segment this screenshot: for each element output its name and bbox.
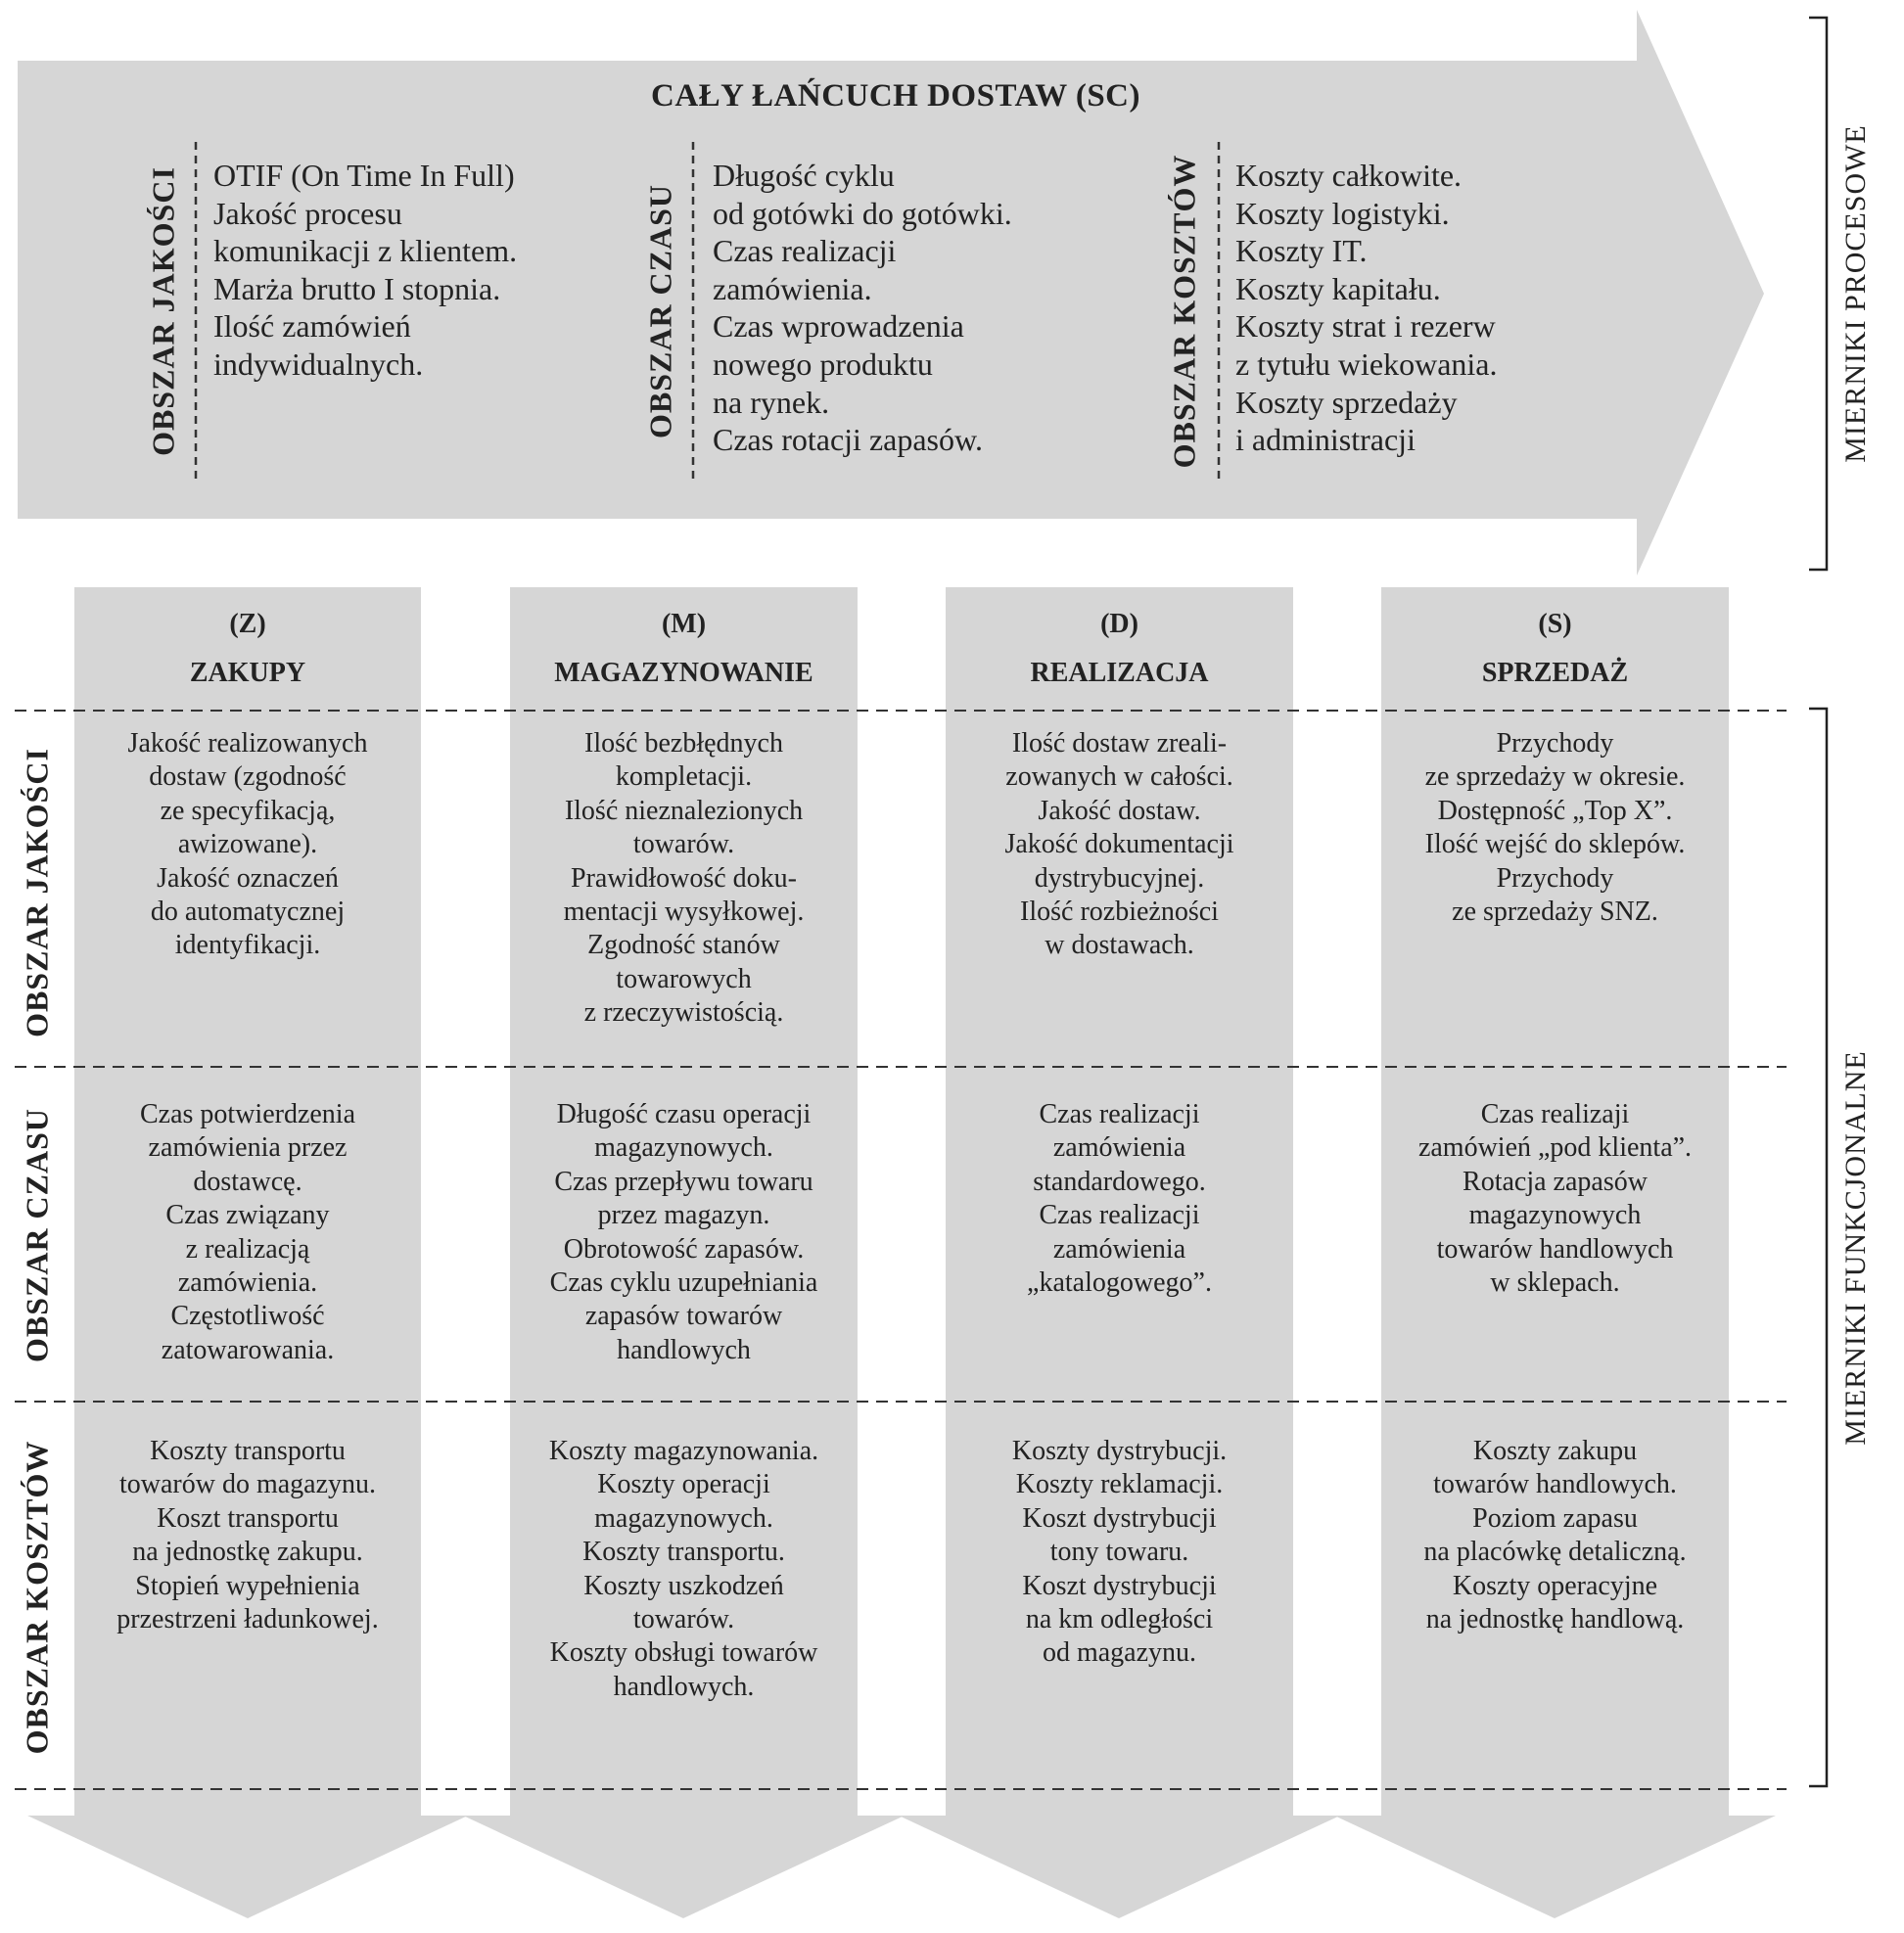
sc-quality-metrics [213, 157, 517, 384]
column-name: ZAKUPY [189, 658, 306, 688]
cell-line: Koszt dystrybucji [1022, 1502, 1217, 1534]
sc-cost-line: Koszty IT. [1235, 233, 1368, 269]
sc-cost-line: Koszty sprzedaży [1235, 384, 1458, 420]
column-code: (M) [661, 609, 707, 639]
column-header-sprzedaz [1381, 609, 1729, 689]
cell-line: Koszt dystrybucji [1022, 1570, 1217, 1601]
sc-quality-line: Jakość procesu [213, 195, 402, 231]
cell-line: dystrybucyjnej. [1034, 862, 1205, 894]
cell-line: Koszty operacji [597, 1469, 770, 1500]
cell-line: Czas związany [165, 1200, 330, 1231]
cell-line: zamówienia [1052, 1132, 1186, 1164]
cell-line: Ilość rozbieżności [1020, 897, 1219, 928]
column-name: SPRZEDAŻ [1481, 658, 1629, 688]
cell-line: Ilość wejść do sklepów. [1424, 829, 1686, 860]
sc-time-line: Długość cyklu [713, 158, 895, 193]
sc-time-line: Czas realizacji [713, 233, 897, 269]
cell-line: Przychody [1496, 728, 1614, 759]
cell-line: Czas potwierdzenia [139, 1099, 356, 1129]
column-code: (Z) [229, 609, 266, 639]
column-code: (S) [1538, 609, 1572, 639]
cell-line: Czas realizacji [1039, 1200, 1200, 1231]
sc-time-line: nowego produktu [713, 345, 933, 382]
cell-zakupy-time [74, 1098, 421, 1367]
cell-line: dostaw (zgodność [149, 761, 347, 793]
cell-line: ze sprzedaży SNZ. [1452, 897, 1658, 928]
cell-line: na km odległości [1025, 1604, 1214, 1635]
sc-cost-line: i administracji [1235, 422, 1416, 458]
cell-line: Ilość bezbłędnych [584, 728, 783, 759]
cell-line: mentacji wysyłkowej. [563, 897, 805, 928]
cell-line: magazynowych. [594, 1502, 773, 1534]
cell-line: Rotacja zapasów [1463, 1166, 1648, 1197]
column-header-zakupy [74, 609, 421, 689]
sc-time-line: na rynek. [713, 384, 830, 420]
cell-line: Koszty transportu [150, 1436, 346, 1466]
cell-line: towarów handlowych. [1433, 1469, 1677, 1500]
cell-magazynowanie-cost [510, 1435, 858, 1704]
sc-quality-line: komunikacji z klientem. [213, 233, 518, 269]
sc-time-line: Czas rotacji zapasów. [713, 422, 984, 458]
cell-line: zamówienia. [177, 1267, 318, 1299]
sc-cost-line: Koszty logistyki. [1235, 195, 1450, 231]
sc-quality-line: OTIF (On Time In Full) [213, 158, 515, 193]
cell-line: Dostępność „Top X”. [1437, 795, 1673, 826]
cell-line: Prawidłowość doku- [571, 862, 797, 894]
column-name: MAGAZYNOWANIE [554, 658, 813, 688]
sc-time-line: zamówienia. [713, 270, 872, 306]
cell-line: zapasów towarów [584, 1301, 783, 1332]
cell-line: towarowych [616, 963, 752, 994]
cell-line: do automatycznej [150, 897, 346, 928]
cell-line: Koszty operacyjne [1452, 1570, 1658, 1601]
cell-line: magazynowych. [594, 1132, 773, 1164]
sc-area-label-time: OBSZAR CZASU [642, 183, 678, 439]
cell-line: handlowych. [613, 1671, 755, 1702]
sc-quality-line: Ilość zamówień [213, 308, 411, 345]
column-header-realizacja [946, 609, 1293, 689]
side-label-functional-metrics: MIERNIKI FUNKCJONALNE [1839, 1050, 1872, 1446]
cell-line: w dostawach. [1045, 930, 1194, 961]
cell-line: Koszt transportu [157, 1502, 339, 1534]
supply-chain-title: CAŁY ŁAŃCUCH DOSTAW (SC) [650, 78, 1141, 114]
cell-line: na jednostkę zakupu. [132, 1537, 363, 1568]
cell-line: Koszty magazynowania. [548, 1436, 819, 1466]
cell-line: Stopień wypełnienia [135, 1570, 360, 1601]
sc-time-metrics [713, 157, 1012, 459]
cell-line: z realizacją [185, 1233, 310, 1265]
column-header-magazynowanie [510, 609, 858, 689]
cell-line: handlowych [617, 1334, 751, 1365]
cell-line: Koszty reklamacji. [1015, 1469, 1224, 1500]
cell-line: towarów. [632, 1604, 735, 1635]
cell-line: od magazynu. [1042, 1637, 1197, 1669]
cell-line: Koszty transportu. [582, 1537, 785, 1568]
cell-realizacja-cost [946, 1435, 1293, 1671]
cell-line: zatowarowania. [161, 1334, 335, 1365]
sc-cost-line: Koszty strat i rezerw [1235, 308, 1496, 345]
cell-line: Czas realizacji [1039, 1099, 1200, 1129]
cell-line: Czas przepływu towaru [554, 1166, 813, 1197]
cell-line: Poziom zapasu [1472, 1502, 1638, 1534]
sc-quality-line: Marża brutto I stopnia. [213, 270, 501, 306]
sc-cost-line: Koszty całkowite. [1235, 158, 1463, 193]
column-name: REALIZACJA [1030, 658, 1209, 688]
cell-line: Długość czasu operacji [556, 1099, 812, 1129]
cell-line: magazynowych [1468, 1200, 1642, 1231]
cell-line: zamówienia [1052, 1233, 1186, 1265]
cell-line: Koszty uszkodzeń [583, 1570, 784, 1601]
sc-cost-metrics [1235, 157, 1497, 459]
cell-line: w sklepach. [1490, 1267, 1620, 1299]
bracket-functional [1809, 709, 1827, 1786]
cell-line: ze sprzedaży w okresie. [1424, 761, 1686, 793]
cell-line: towarów handlowych [1436, 1233, 1674, 1265]
cell-line: Jakość realizowanych [127, 728, 368, 759]
cell-realizacja-time [946, 1098, 1293, 1300]
cell-line: Koszty zakupu [1472, 1436, 1638, 1466]
cell-line: Przychody [1496, 862, 1614, 894]
row-label-cost: OBSZAR KOSZTÓW [19, 1440, 55, 1755]
cell-line: z rzeczywistością. [583, 997, 784, 1029]
cell-zakupy-quality [74, 727, 421, 963]
cell-sprzedaz-cost [1381, 1435, 1729, 1636]
cell-line: standardowego. [1033, 1166, 1206, 1197]
cell-line: zowanych w całości. [1005, 761, 1233, 793]
cell-line: na placówkę detaliczną. [1423, 1537, 1687, 1568]
sc-cost-line: z tytułu wiekowania. [1235, 345, 1498, 382]
cell-zakupy-cost [74, 1435, 421, 1636]
cell-line: kompletacji. [615, 761, 753, 793]
cell-line: Koszty obsługi towarów [549, 1637, 818, 1669]
bracket-process [1809, 18, 1827, 570]
sc-cost-line: Koszty kapitału. [1235, 270, 1441, 306]
cell-line: Ilość dostaw zreali- [1011, 728, 1228, 759]
sc-area-label-quality: OBSZAR JAKOŚCI [145, 166, 181, 456]
cell-line: zamówienia przez [148, 1132, 348, 1164]
side-label-process-metrics: MIERNIKI PROCESOWE [1839, 124, 1872, 463]
cell-line: Jakość dostaw. [1038, 795, 1201, 826]
cell-realizacja-quality [946, 727, 1293, 963]
cell-line: Częstotliwość [170, 1301, 325, 1332]
sc-area-label-cost: OBSZAR KOSZTÓW [1166, 154, 1202, 469]
row-label-time: OBSZAR CZASU [19, 1107, 55, 1363]
cell-line: tony towaru. [1049, 1537, 1189, 1568]
cell-line: Zgodność stanów [587, 930, 780, 961]
cell-line: ze specyfikacją, [160, 795, 336, 826]
cell-line: Koszty dystrybucji. [1011, 1436, 1228, 1466]
cell-line: „katalogowego”. [1027, 1267, 1212, 1299]
cell-line: Obrotowość zapasów. [563, 1233, 805, 1265]
sc-quality-line: indywidualnych. [213, 345, 424, 382]
cell-line: Czas cyklu uzupełniania [549, 1267, 818, 1299]
cell-line: Ilość nieznalezionych [564, 795, 804, 826]
cell-line: identyfikacji. [174, 930, 321, 961]
cell-line: zamówień „pod klienta”. [1417, 1132, 1693, 1164]
cell-magazynowanie-quality [510, 727, 858, 1031]
row-label-quality: OBSZAR JAKOŚCI [19, 748, 55, 1037]
cell-line: awizowane). [177, 829, 318, 860]
column-code: (D) [1100, 609, 1138, 639]
sc-time-line: Czas wprowadzenia [713, 308, 964, 345]
cell-sprzedaz-quality [1381, 727, 1729, 929]
cell-sprzedaz-time [1381, 1098, 1729, 1300]
cell-line: dostawcę. [193, 1166, 302, 1197]
cell-magazynowanie-time [510, 1098, 858, 1367]
cell-line: towarów. [632, 829, 735, 860]
cell-line: Czas realizaji [1480, 1099, 1630, 1129]
sc-time-line: od gotówki do gotówki. [713, 195, 1012, 231]
cell-line: Jakość oznaczeń [157, 862, 339, 894]
cell-line: przez magazyn. [597, 1200, 770, 1231]
cell-line: towarów do magazynu. [118, 1469, 377, 1500]
cell-line: Jakość dokumentacji [1004, 829, 1234, 860]
cell-line: na jednostkę handlową. [1425, 1604, 1685, 1635]
cell-line: przestrzeni ładunkowej. [116, 1604, 379, 1635]
